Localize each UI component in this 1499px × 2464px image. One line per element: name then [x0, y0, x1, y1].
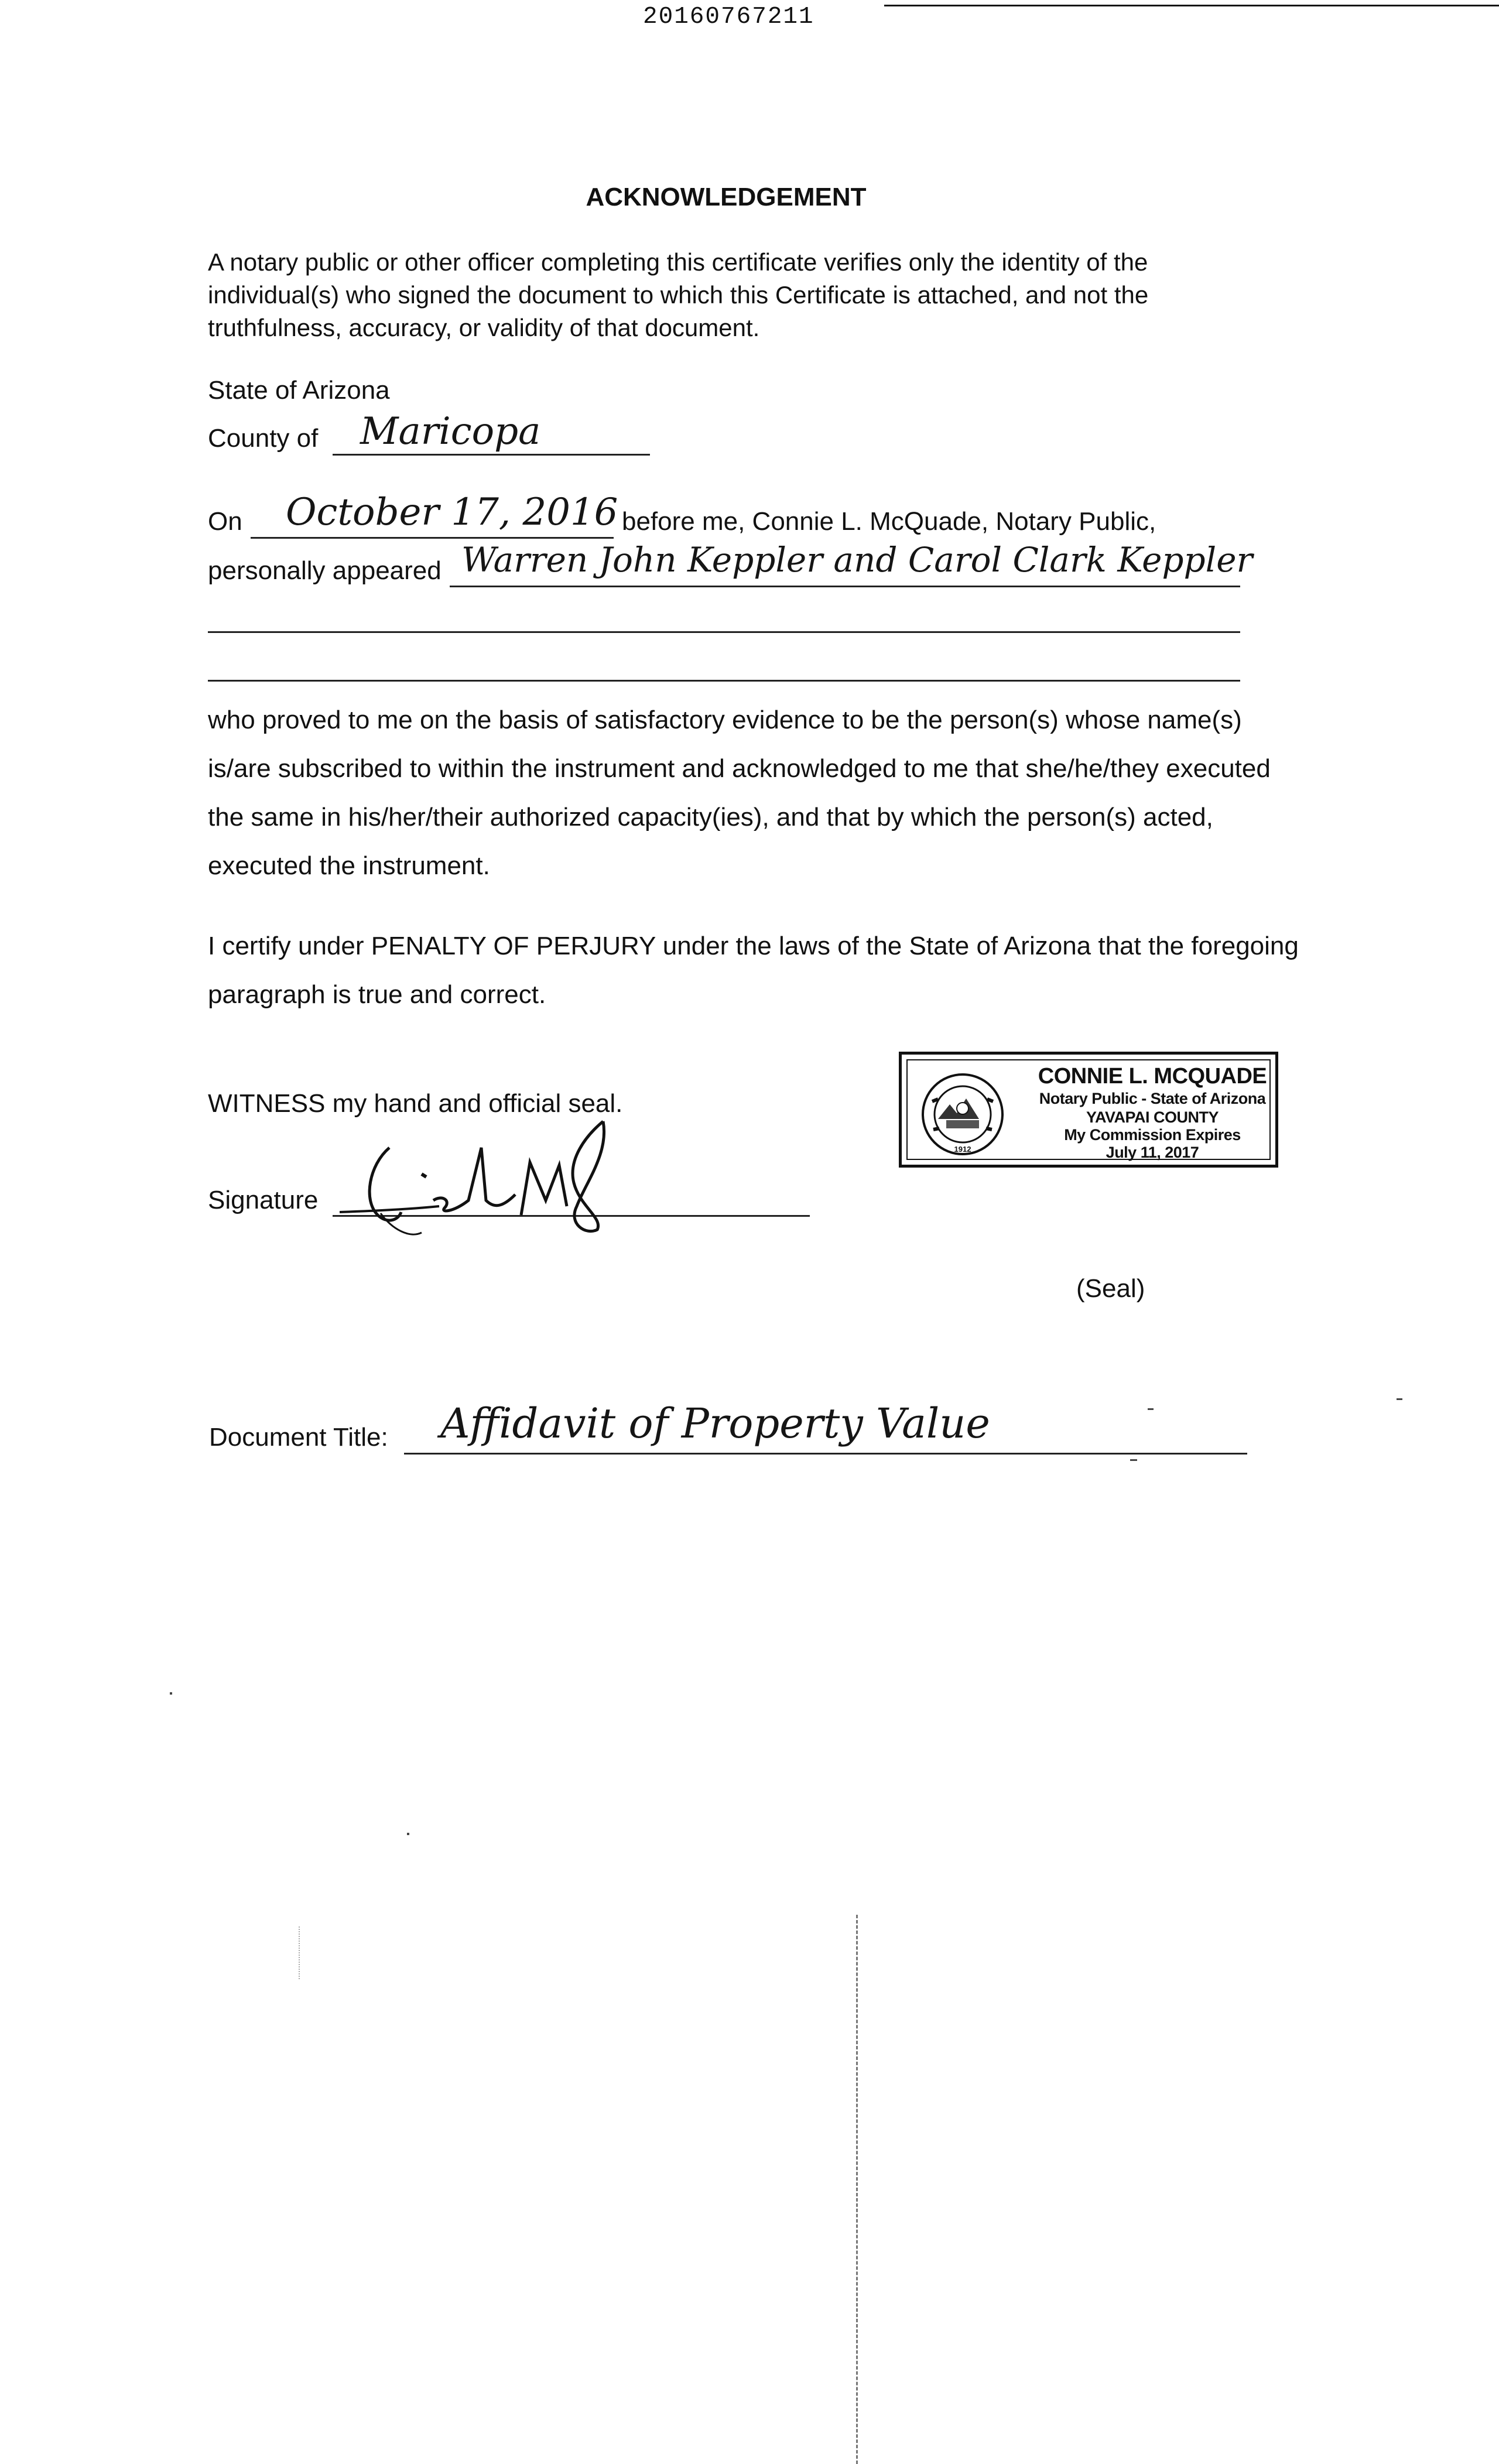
blank-line-1: [208, 631, 1240, 633]
document-title-label: Document Title:: [209, 1423, 388, 1452]
stamp-line-3: My Commission Expires: [1064, 1126, 1241, 1144]
appeared-underline: [450, 586, 1240, 587]
scan-artifact-line: [856, 1915, 858, 2464]
seal-year: 1912: [954, 1145, 971, 1154]
certify-paragraph: I certify under PENALTY OF PERJURY under the laws of the State of Arizona that the foregoing paragraph is true and correct.: [208, 932, 1299, 1009]
signature-label: Signature: [208, 1186, 319, 1214]
appeared-handwritten: Warren John Keppler and Carol Clark Keppler: [461, 540, 1253, 580]
blank-line-2: [208, 680, 1240, 682]
scan-speck: [170, 1692, 172, 1695]
stamp-notary-name: CONNIE L. MCQUADE: [1038, 1064, 1267, 1089]
before-me-text: before me, Connie L. McQuade, Notary Public,: [622, 507, 1156, 536]
top-rule: [884, 5, 1499, 6]
scan-speck: [407, 1833, 409, 1835]
county-handwritten: Maricopa: [360, 410, 541, 453]
document-number: 20160767211: [643, 4, 814, 30]
county-underline: [333, 454, 650, 456]
date-handwritten: October 17, 2016: [286, 491, 618, 534]
witness-line: WITNESS my hand and official seal.: [208, 1089, 623, 1118]
state-seal-icon: [920, 1072, 1005, 1156]
stamp-line-2: YAVAPAI COUNTY: [1086, 1108, 1219, 1126]
document-title-handwritten: Affidavit of Property Value: [440, 1399, 990, 1447]
appeared-label: personally appeared: [208, 556, 442, 585]
stamp-line-4: July 11, 2017: [1106, 1144, 1199, 1161]
intro-paragraph: A notary public or other officer completing this certificate verifies only the identity of the individual(s) who signed the document to which this Certificate is attached, and not the truthfulness, accuracy, or validity of that document.: [208, 248, 1149, 341]
scan-speck: [1148, 1408, 1154, 1410]
scan-speck: [1130, 1459, 1137, 1461]
page-title: ACKNOWLEDGEMENT: [586, 183, 867, 211]
scan-artifact-line: [299, 1926, 300, 1979]
scan-speck: [1397, 1398, 1402, 1400]
seal-label: (Seal): [1076, 1274, 1145, 1303]
stamp-line-1: Notary Public - State of Arizona: [1039, 1090, 1266, 1107]
notary-stamp: [899, 1052, 1278, 1168]
stamp-inner-border: [906, 1059, 1271, 1160]
document-title-underline: [404, 1453, 1247, 1455]
date-underline: [251, 537, 614, 539]
proof-paragraph: who proved to me on the basis of satisfactory evidence to be the person(s) whose name(s) is/are subscribed to within the instrument and acknowledged to me that she/he/they executed the same in his/her/their authorized capacity(ies), and that by which the person(s) acted, executed the instrument.: [208, 706, 1271, 880]
state-line: State of Arizona: [208, 376, 390, 405]
county-label: County of: [208, 424, 319, 453]
on-label: On: [208, 507, 242, 536]
notary-signature: [328, 1113, 656, 1241]
